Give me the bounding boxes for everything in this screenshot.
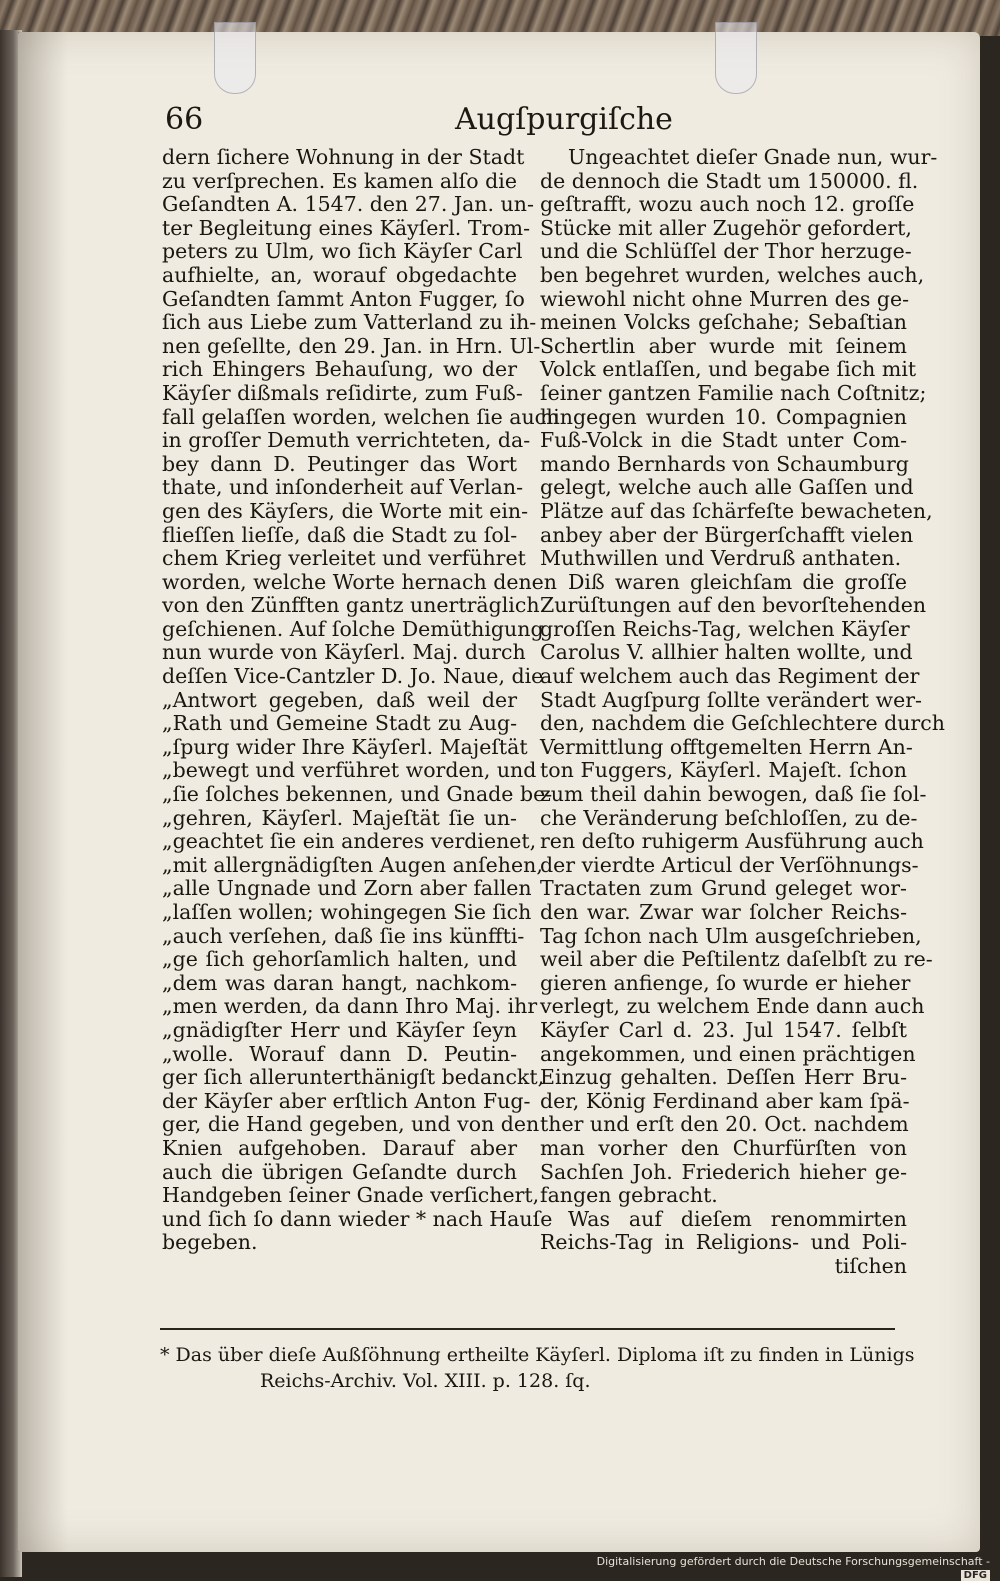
text-line: Was auf dieſem renommirten: [568, 1206, 907, 1231]
text-line: che Veränderung beſchloſſen, zu de-: [540, 805, 918, 830]
text-line: thate, und inſonderheit auf Verlan-: [162, 475, 523, 500]
text-line: anbey aber der Bürgerſchafft vielen: [540, 522, 914, 547]
footnote: [160, 1342, 915, 1394]
text-line: ſeiner gantzen Familie nach Coſtnitz;: [540, 380, 927, 405]
text-line: fangen gebracht.: [540, 1183, 718, 1208]
text-line: begeben.: [162, 1230, 258, 1255]
text-line: Muthwillen und Verdruß anthaten.: [540, 546, 902, 571]
text-line: groſſen Reichs-Tag, welchen Käyſer: [540, 616, 910, 641]
text-line: ren deſto ruhigerm Ausführung auch: [540, 829, 924, 854]
text-line: „ſpurg wider Ihre Käyſerl. Majeſtät: [162, 734, 528, 759]
text-line: ger ſich allerunterthänigſt bedanckt,: [162, 1065, 545, 1090]
text-line: auch die übrigen Geſandte durch: [162, 1159, 517, 1184]
text-line: Vermittlung offtgemelten Herrn An-: [540, 734, 913, 759]
text-line: geſchienen. Auf ſolche Demüthigung: [162, 616, 544, 641]
digitization-credit: [590, 1555, 990, 1581]
page-clip-left: [214, 22, 256, 94]
text-line: „ge ſich gehorſamlich halten, und: [162, 947, 517, 972]
text-line: Volck entlaſſen, und begabe ſich mit: [540, 357, 917, 382]
text-line: „men werden, da dann Ihro Maj. ihr: [162, 994, 538, 1019]
text-line: worden, welche Worte hernach denen: [162, 569, 558, 594]
text-line: zu verſprechen. Es kamen alſo die: [162, 168, 517, 193]
text-line: dern ſichere Wohnung in der Stadt: [162, 145, 525, 169]
page-clip-right: [715, 22, 757, 94]
page-header: [165, 96, 905, 142]
text-line: wiewohl nicht ohne Murren des ge-: [540, 286, 910, 311]
text-line: ger, die Hand gegeben, und von den: [162, 1112, 540, 1137]
text-line: Geſandten ſammt Anton Fugger, ſo: [162, 286, 525, 311]
credit-text: Digitalisierung gefördert durch die Deutsche Forschungsgemeinschaft -: [596, 1555, 990, 1568]
text-line: deſſen Vice-Cantzler D. Jo. Naue, die: [162, 664, 544, 689]
text-line: Tag ſchon nach Ulm ausgeſchrieben,: [540, 923, 922, 948]
text-line: Carolus V. allhier halten wollte, und: [540, 640, 913, 665]
text-line: hingegen wurden 10. Compagnien: [540, 404, 907, 429]
text-line: man vorher den Churfürſten von: [540, 1135, 907, 1160]
text-line: verlegt, zu welchem Ende dann auch: [540, 994, 925, 1019]
text-line: Stadt Augſpurg ſollte verändert wer-: [540, 687, 922, 712]
text-line: Sachſen Joh. Friederich hieher ge-: [540, 1159, 907, 1184]
text-line: flieſſen lieſſe, daß die Stadt zu ſol-: [162, 522, 518, 547]
text-line: fall gelaſſen worden, welchen ſie auch: [162, 404, 560, 429]
text-line: meinen Volcks geſchahe; Sebaſtian: [540, 310, 907, 335]
text-line: bey dann D. Peutinger das Wort: [162, 451, 517, 476]
text-line: Geſandten A. 1547. den 27. Jan. un-: [162, 192, 534, 217]
text-line: ther und erſt den 20. Oct. nachdem: [540, 1112, 909, 1137]
text-line: Plätze auf das ſchärfeſte bewacheten,: [540, 498, 933, 523]
text-line: Stücke mit aller Zugehör gefordert,: [540, 215, 912, 240]
text-line: der, König Ferdinand aber kam ſpä-: [540, 1088, 910, 1113]
text-line: der Käyſer aber erſtlich Anton Fug-: [162, 1088, 531, 1113]
text-line: der vierdte Articul der Verſöhnungs-: [540, 852, 919, 877]
text-line: ſich aus Liebe zum Vatterland zu ih-: [162, 310, 537, 335]
text-line: zum theil dahin bewogen, daß ſie ſol-: [540, 782, 927, 807]
text-line: aufhielte, an, worauf obgedachte: [162, 262, 517, 287]
text-line: „auch verſehen, daß ſie ins künffti-: [162, 923, 525, 948]
text-line: ben begehret wurden, welches auch,: [540, 262, 925, 287]
text-line: nun wurde von Käyſerl. Maj. durch: [162, 640, 526, 665]
text-line: ter Begleitung eines Käyſerl. Trom-: [162, 215, 530, 240]
text-line: Ungeachtet dieſer Gnade nun, wur-: [568, 145, 938, 169]
text-line: Tractaten zum Grund geleget wor-: [540, 876, 907, 901]
text-line: Fuß-Volck in die Stadt unter Com-: [540, 428, 907, 453]
page-number: 66: [165, 102, 204, 137]
text-line: „wolle. Worauf dann D. Peutin-: [162, 1041, 517, 1066]
text-line: Schertlin aber wurde mit ſeinem: [540, 333, 907, 358]
text-line: „Rath und Gemeine Stadt zu Aug-: [162, 711, 517, 736]
text-line: „alle Ungnade und Zorn aber fallen: [162, 876, 532, 901]
text-line: „bewegt und verführet worden, und: [162, 758, 537, 783]
text-line: auf welchem auch das Regiment der: [540, 664, 920, 689]
text-line: Käyſer Carl d. 23. Jul 1547. ſelbſt: [540, 1017, 907, 1042]
text-line: de dennoch die Stadt um 150000. fl.: [540, 168, 919, 193]
text-line: „gnädigſter Herr und Käyſer ſeyn: [162, 1017, 517, 1042]
text-line: tiſchen: [834, 1253, 907, 1278]
dfg-logo: DFG: [961, 1570, 990, 1581]
text-line: Diß waren gleichſam die groſſe: [568, 569, 907, 594]
page-gutter-shadow: [18, 32, 68, 1552]
text-line: nen geſellte, den 29. Jan. in Hrn. Ul-: [162, 333, 541, 358]
text-line: gieren anfienge, ſo wurde er hieher: [540, 970, 911, 995]
running-title: Augſpurgiſche: [455, 102, 673, 137]
text-line: Zurüſtungen auf den bevorſtehenden: [540, 593, 927, 618]
text-line: von den Zünfften gantz unerträglich: [162, 593, 540, 618]
text-line: rich Ehingers Behauſung, wo der: [162, 357, 517, 382]
text-line: Einzug gehalten. Deſſen Herr Bru-: [540, 1065, 907, 1090]
text-line: „Antwort gegeben, daß weil der: [162, 687, 517, 712]
text-line: „ſie ſolches bekennen, und Gnade be-: [162, 782, 553, 807]
text-line: peters zu Ulm, wo ſich Käyſer Carl: [162, 239, 523, 264]
text-line: und ſich ſo dann wieder * nach Hauſe: [162, 1206, 553, 1231]
text-line: chem Krieg verleitet und verführet: [162, 546, 526, 571]
text-line: und die Schlüſſel der Thor herzuge-: [540, 239, 912, 264]
text-line: „dem was daran hangt, nachkom-: [162, 970, 517, 995]
text-line: gen des Käyſers, die Worte mit ein-: [162, 498, 529, 523]
text-line: „mit allergnädigſten Augen anſehen,: [162, 852, 543, 877]
text-line: Knien aufgehoben. Darauf aber: [162, 1135, 517, 1160]
text-line: angekommen, und einen prächtigen: [540, 1041, 916, 1066]
text-line: mando Bernhards von Schaumburg: [540, 451, 909, 476]
footnote-rule: [160, 1328, 895, 1330]
text-line: weil aber die Peſtilentz daſelbſt zu re-: [540, 947, 933, 972]
text-line: ton Fuggers, Käyſerl. Majeſt. ſchon: [540, 758, 907, 783]
left-text-column: [162, 145, 560, 1255]
text-line: „geachtet ſie ein anderes verdienet,: [162, 829, 537, 854]
right-text-column: [540, 145, 945, 1279]
text-line: den, nachdem die Geſchlechtere durch: [540, 711, 945, 736]
text-line: „laſſen wollen; wohingegen Sie ſich: [162, 900, 532, 924]
book-cover-marbled-edge: [0, 0, 1000, 36]
text-line: Handgeben ſeiner Gnade verſichert,: [162, 1183, 540, 1208]
text-line: Käyſer dißmals reſidirte, zum Fuß-: [162, 380, 523, 405]
text-line: gelegt, welche auch alle Gaſſen und: [540, 475, 914, 500]
text-line: den war. Zwar war ſolcher Reichs-: [540, 900, 907, 924]
text-line: in groſſer Demuth verrichteten, da-: [162, 428, 531, 453]
footnote-line: * Das über dieſe Außſöhnung ertheilte Käyſerl. Diploma iſt zu finden in Lünigs: [160, 1344, 915, 1366]
text-line: „gehren, Käyſerl. Majeſtät ſie un-: [162, 805, 517, 830]
text-line: Reichs-Tag in Religions- und Poli-: [540, 1230, 907, 1255]
text-line: geſtrafft, wozu auch noch 12. groſſe: [540, 192, 915, 217]
footnote-line: Reichs-Archiv. Vol. XIII. p. 128. ſq.: [260, 1370, 591, 1392]
